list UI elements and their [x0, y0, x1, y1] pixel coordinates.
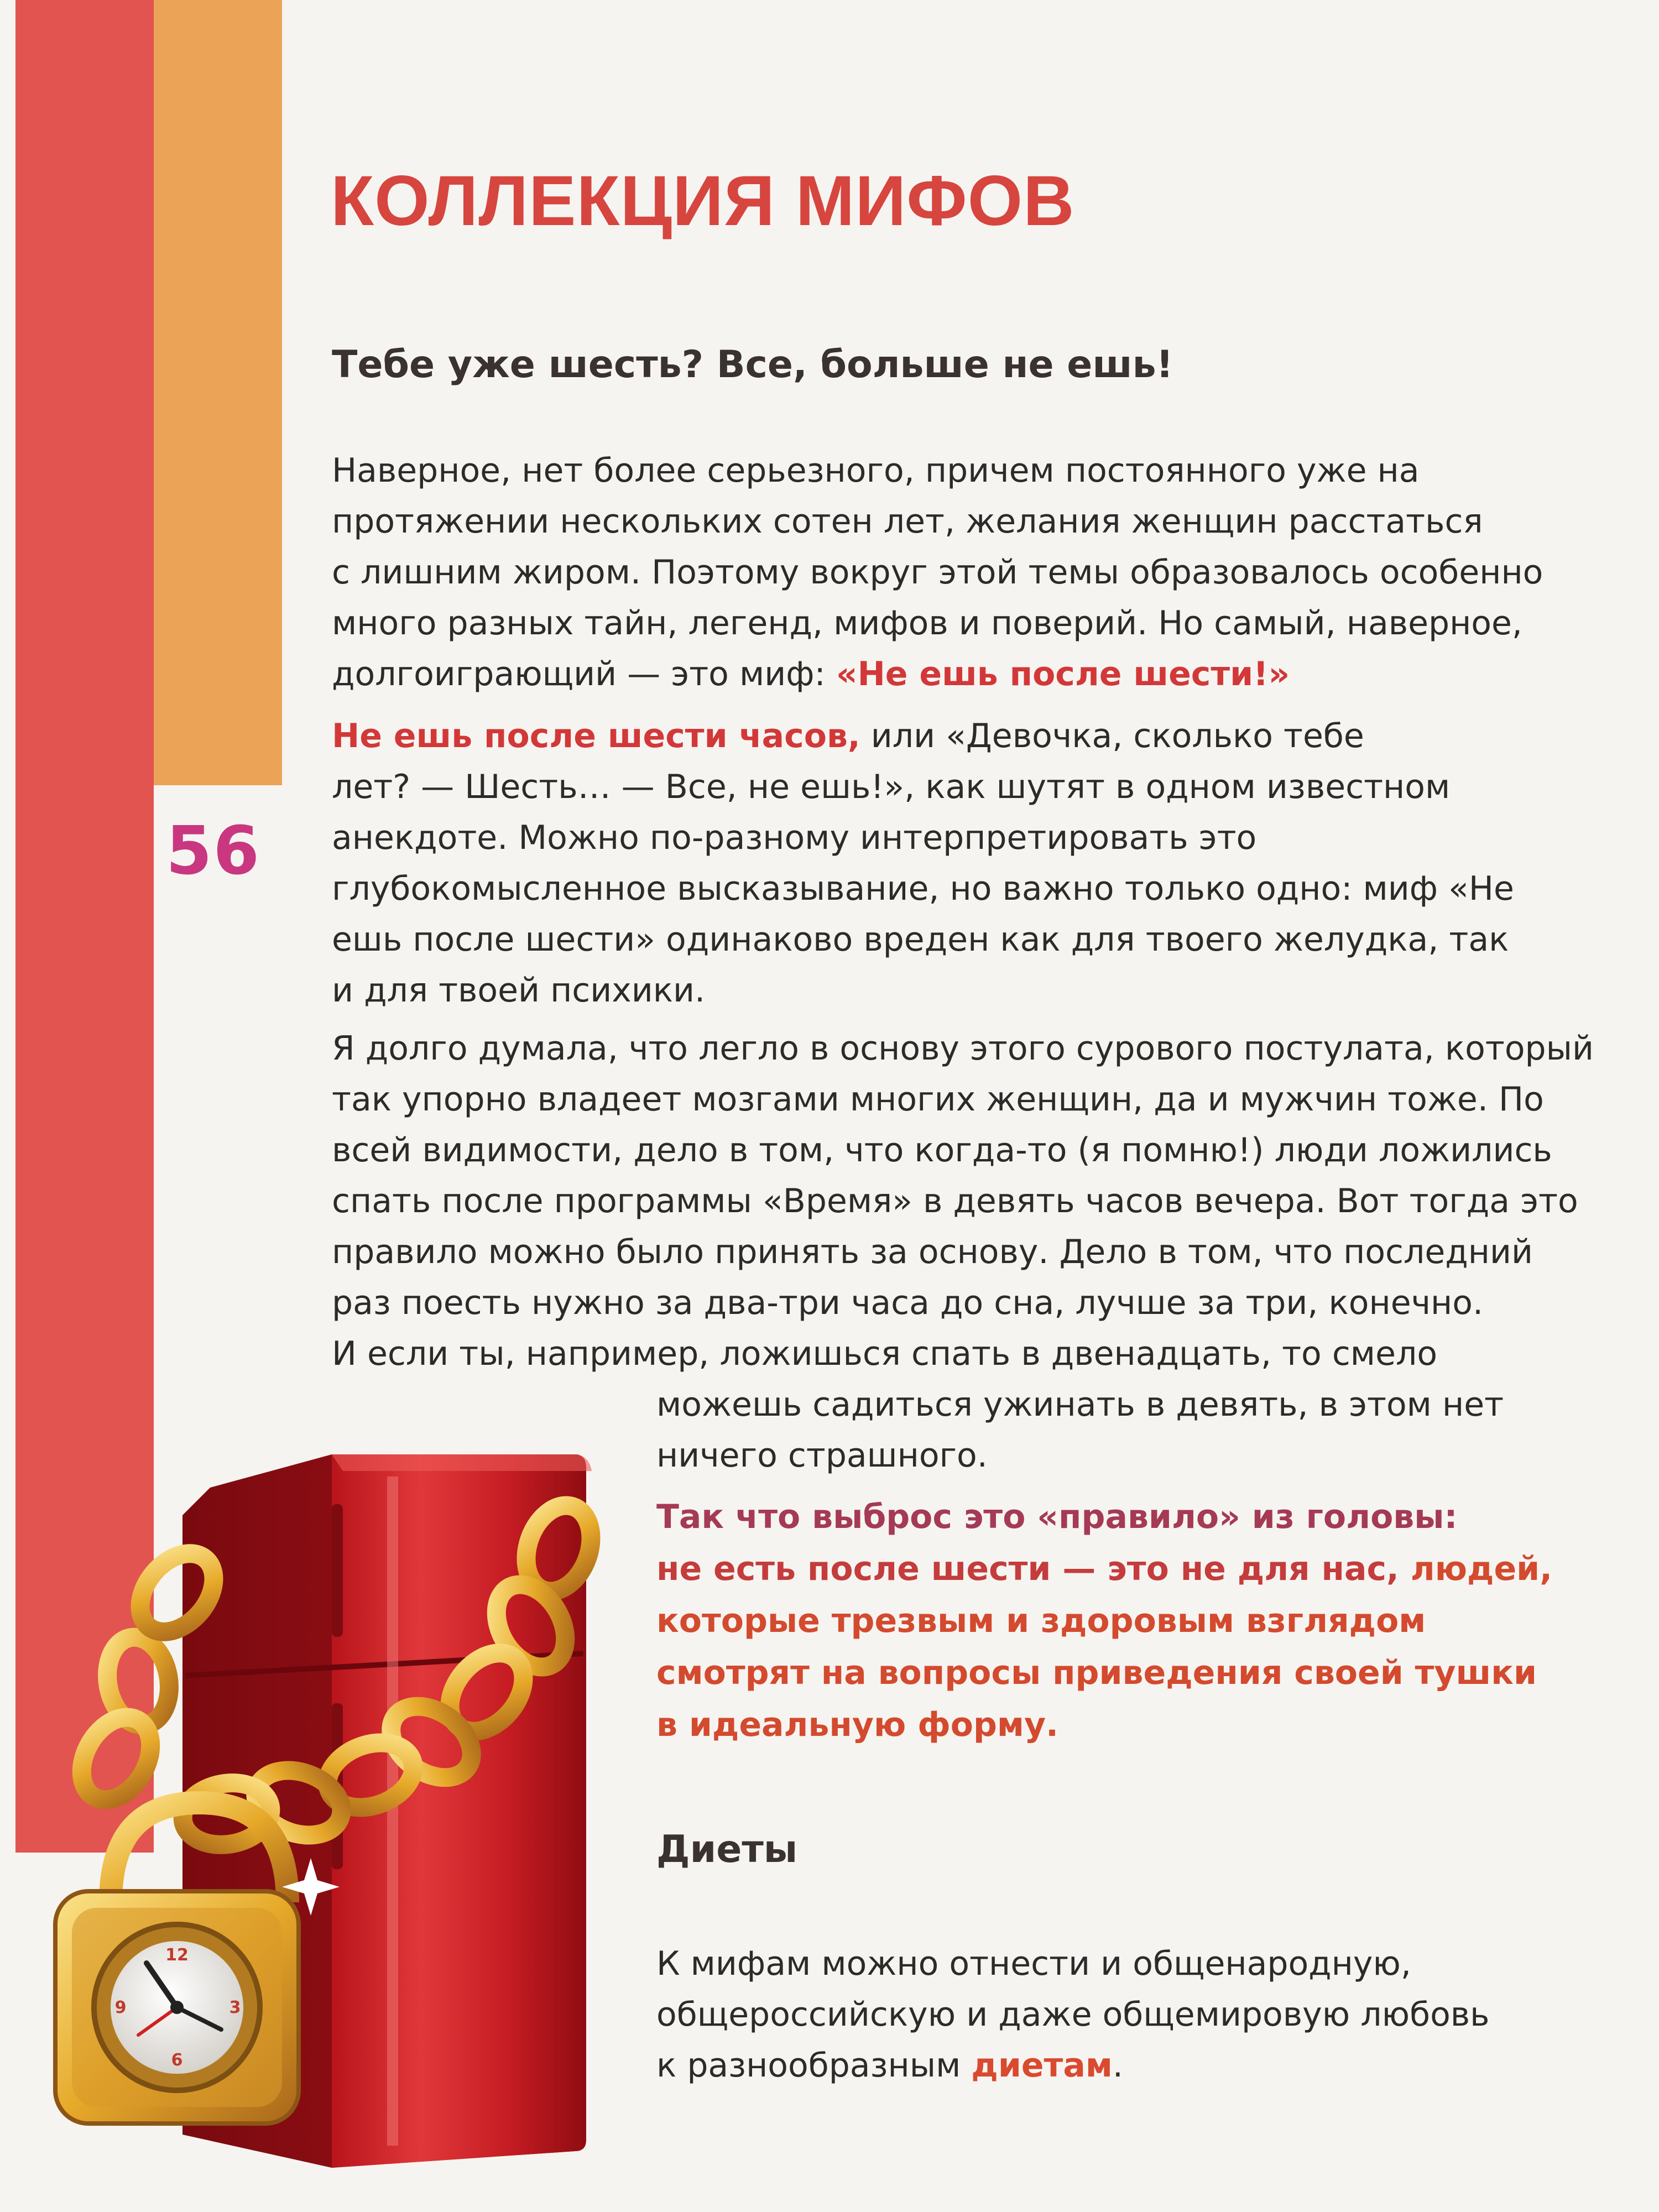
page-title: КОЛЛЕКЦИЯ МИФОВ	[331, 161, 1075, 241]
text-fragment: к разнообразным	[656, 2046, 972, 2085]
text-fragment: людей,	[1399, 1550, 1553, 1588]
text-line: ничего страшного.	[656, 1436, 988, 1475]
text-line: Я долго думала, что легло в основу этого сурового постулата, который	[332, 1029, 1594, 1068]
text-line: так упорно владеет мозгами многих женщин, да и мужчин тоже. По	[332, 1080, 1544, 1119]
text-line: всей видимости, дело в том, что когда-то (я помню!) люди ложились	[332, 1131, 1552, 1170]
text-line: протяжении нескольких сотен лет, желания женщин расстаться	[332, 502, 1483, 541]
text-line: И если ты, например, ложишься спать в двенадцать, то смело	[332, 1334, 1438, 1373]
paragraph-intro	[332, 445, 1559, 700]
text-line: с лишним жиром. Поэтому вокруг этой темы образовалось особенно	[332, 553, 1543, 592]
callout-line: смотрят на вопросы приведения своей тушки	[656, 1653, 1537, 1692]
clock-number: 12	[165, 1945, 189, 1965]
text-line	[332, 649, 1559, 700]
text-fragment: долгоиграющий — это миф:	[332, 655, 836, 693]
clock-number: 9	[114, 1998, 127, 2017]
text-line	[332, 711, 1559, 761]
conclusion-callout	[656, 1491, 1597, 1751]
callout-line: которые трезвым и здоровым взглядом	[656, 1601, 1426, 1640]
text-line: глубокомысленное высказывание, но важно только одно: миф «Не	[332, 869, 1514, 908]
section-heading-diets: Диеты	[656, 1828, 798, 1871]
section-heading-six: Тебе уже шесть? Все, больше не ешь!	[332, 343, 1173, 387]
locked-fridge-illustration	[44, 1416, 664, 2190]
text-line	[656, 2040, 1597, 2091]
callout-line: в идеальную форму.	[656, 1705, 1058, 1744]
paragraph-diets	[656, 1938, 1597, 2091]
text-line: К мифам можно отнести и общенародную,	[656, 1944, 1411, 1983]
text-line: анекдоте. Можно по-разному интерпретировать это	[332, 818, 1257, 857]
paragraph-joke	[332, 711, 1559, 1016]
page-number: 56	[166, 813, 260, 890]
text-line: Наверное, нет более серьезного, причем постоянного уже на	[332, 451, 1420, 490]
text-line: правило можно было принять за основу. Дело в том, что последний	[332, 1233, 1533, 1271]
text-line: можешь садиться ужинать в девять, в этом нет	[656, 1385, 1504, 1424]
text-line: и для твоей психики.	[332, 971, 706, 1010]
side-band-orange	[154, 0, 282, 785]
myth-highlight: «Не ешь после шести!»	[836, 655, 1290, 693]
callout-line	[656, 1543, 1597, 1595]
text-fragment: или «Девочка, сколько тебе	[860, 717, 1364, 755]
text-line: много разных тайн, легенд, мифов и поверий. Но самый, наверное,	[332, 604, 1522, 643]
text-fragment: .	[1112, 2046, 1123, 2085]
clock-number: 6	[171, 2051, 183, 2070]
callout-line: Так что выброс это «правило» из головы:	[656, 1498, 1458, 1536]
text-line: лет? — Шесть… — Все, не ешь!», как шутят в одном известном	[332, 768, 1451, 806]
diets-highlight: диетам	[971, 2046, 1113, 2085]
text-fragment: не есть после шести — это не для нас,	[656, 1550, 1399, 1588]
clock-number: 3	[229, 1998, 241, 2017]
text-line: спать после программы «Время» в девять часов вечера. Вот тогда это	[332, 1182, 1578, 1220]
clock-icon	[94, 1924, 260, 2090]
paragraph-reasoning	[332, 1023, 1594, 1481]
text-line: ешь после шести» одинаково вреден как для твоего желудка, так	[332, 920, 1509, 959]
text-line: раз поесть нужно за два-три часа до сна, лучше за три, конечно.	[332, 1284, 1484, 1322]
myth-highlight: Не ешь после шести часов,	[332, 717, 860, 755]
text-line: общероссийскую и даже общемировую любовь	[656, 1995, 1490, 2034]
